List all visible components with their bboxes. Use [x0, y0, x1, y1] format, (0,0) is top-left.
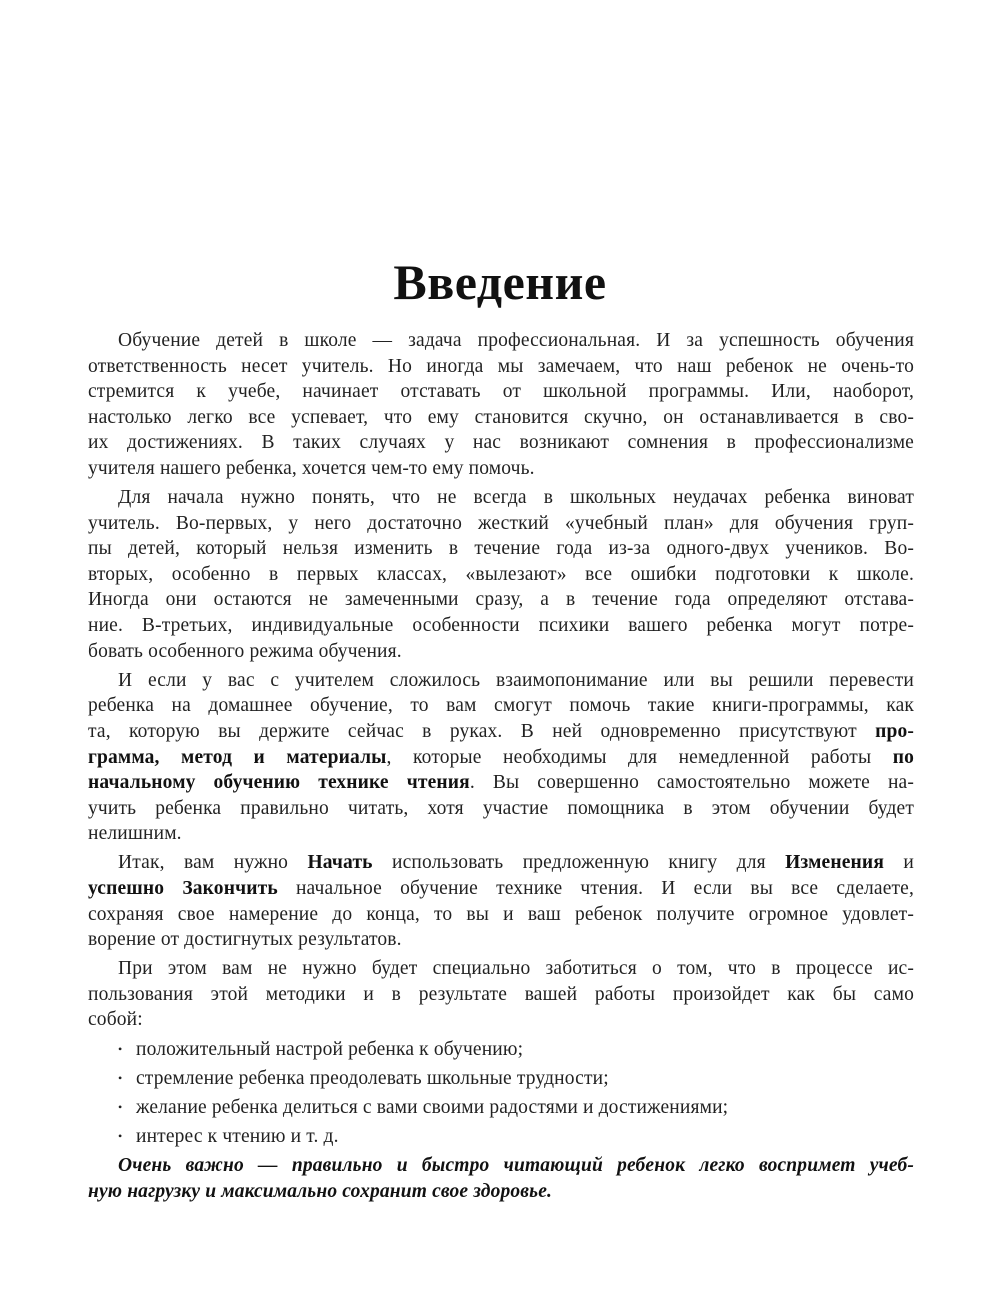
paragraph-1 — [88, 328, 914, 482]
bold-text: грамма, метод и материалы — [88, 746, 387, 768]
text-line: И если у вас с учителем сложилось взаимопонимание или вы решили перевести — [118, 669, 914, 691]
text-line: ответственность несет учитель. Но иногда мы замечаем, что наш ребенок не очень-то — [88, 355, 914, 377]
text-line: учить ребенка правильно читать, хотя участие помощника в этом обучении будет — [88, 797, 914, 819]
bold-text: начальному обучению технике чтения — [88, 772, 470, 794]
bullet-icon: • — [118, 1041, 123, 1056]
list-item-text: стремление ребенка преодолевать школьные трудности; — [136, 1067, 609, 1089]
bold-text: по — [892, 746, 914, 768]
list-item — [88, 1095, 914, 1121]
text-line: Иногда они остаются не замеченными сразу, а в течение года определяют отстава- — [88, 589, 914, 611]
page-title: Введение — [393, 254, 607, 310]
text-line: При этом вам не нужно будет специально заботиться о том, что в процессе ис- — [118, 958, 914, 980]
text-line: настолько легко все успевает, что ему становится скучно, он останавливается в сво- — [88, 406, 914, 428]
paragraph-5 — [88, 956, 914, 1033]
text-line: пы детей, который нельзя изменить в течение года из-за одного-двух учеников. Во- — [88, 538, 914, 560]
list-item — [88, 1066, 914, 1092]
list-item-text: желание ребенка делиться с вами своими радостями и достижениями; — [136, 1096, 729, 1118]
text-line: бовать особенного режима обучения. — [88, 640, 402, 662]
text-line: Обучение детей в школе — задача профессиональная. И за успешность обучения — [118, 330, 914, 351]
text-line: ние. В-третьих, индивидуальные особенности психики вашего ребенка могут потре- — [88, 615, 914, 637]
bold-text: про- — [875, 720, 914, 742]
list-item — [88, 1124, 914, 1150]
text-line: учитель. Во-первых, у него достаточно жесткий «учебный план» для обучения груп- — [88, 512, 914, 534]
bold-text: Начать — [307, 852, 373, 874]
text-span: Итак, вам нужно — [118, 852, 308, 874]
text-span: . Вы совершенно самостоятельно можете на- — [469, 772, 915, 794]
bullet-icon: • — [118, 1128, 123, 1143]
text-line: вторых, особенно в первых классах, «вылезают» все ошибки подготовки к школе. — [88, 563, 914, 585]
text-line — [88, 745, 914, 771]
conclusion-paragraph — [88, 1153, 914, 1204]
paragraph-2 — [88, 485, 914, 664]
bullet-icon: • — [118, 1070, 123, 1085]
text-line: ворение от достигнутых результатов. — [88, 929, 402, 951]
paragraph-4 — [88, 850, 914, 952]
bold-text: успешно Закончить — [88, 877, 278, 899]
emphasis-line: ную нагрузку и максимально сохранит свое здоровье. — [88, 1180, 553, 1202]
text-span: та, которую вы держите сейчас в руках. В ней одновременно присутствуют — [88, 720, 876, 742]
text-line: сохраняя свое намерение до конца, то вы и ваш ребенок получите огромное удовлет- — [88, 903, 914, 925]
text-line — [88, 719, 914, 745]
list-item-text: интерес к чтению и т. д. — [136, 1125, 339, 1147]
text-line: собой: — [88, 1009, 143, 1031]
text-line: стремится к учебе, начинает отставать от школьной программы. Или, наоборот, — [88, 381, 914, 403]
text-line: их достижениях. В таких случаях у нас возникают сомнения в профессионализме — [88, 432, 914, 454]
text-line: Для начала нужно понять, что не всегда в школьных неудачах ребенка виноват — [118, 487, 914, 509]
list-item-text: положительный настрой ребенка к обучению; — [136, 1038, 524, 1060]
text-line — [88, 850, 914, 876]
bullet-icon: • — [118, 1099, 123, 1114]
text-line: нелишним. — [88, 823, 182, 845]
bullet-list — [88, 1037, 914, 1150]
text-line: учителя нашего ребенка, хочется чем-то ему помочь. — [88, 457, 535, 479]
text-span: , которые необходимы для немедленной работы — [386, 746, 893, 768]
bold-text: Изменения — [785, 852, 885, 874]
text-line — [88, 770, 914, 796]
text-span: начальное обучение технике чтения. И если вы все сделаете, — [277, 877, 914, 899]
text-line: ребенка на домашнее обучение, то вам смогут помочь такие книги-программы, как — [88, 695, 914, 717]
emphasis-line: Очень важно — правильно и быстро читающий ребенок легко воспримет учеб- — [118, 1154, 914, 1176]
text-line: пользования этой методики и в результате вашей работы произойдет как бы само — [88, 983, 914, 1005]
text-line — [88, 876, 914, 902]
text-span: и — [884, 852, 914, 874]
text-span: использовать предложенную книгу для — [372, 852, 786, 874]
page-body — [88, 328, 914, 1204]
paragraph-3 — [88, 668, 914, 847]
list-item — [88, 1037, 914, 1063]
